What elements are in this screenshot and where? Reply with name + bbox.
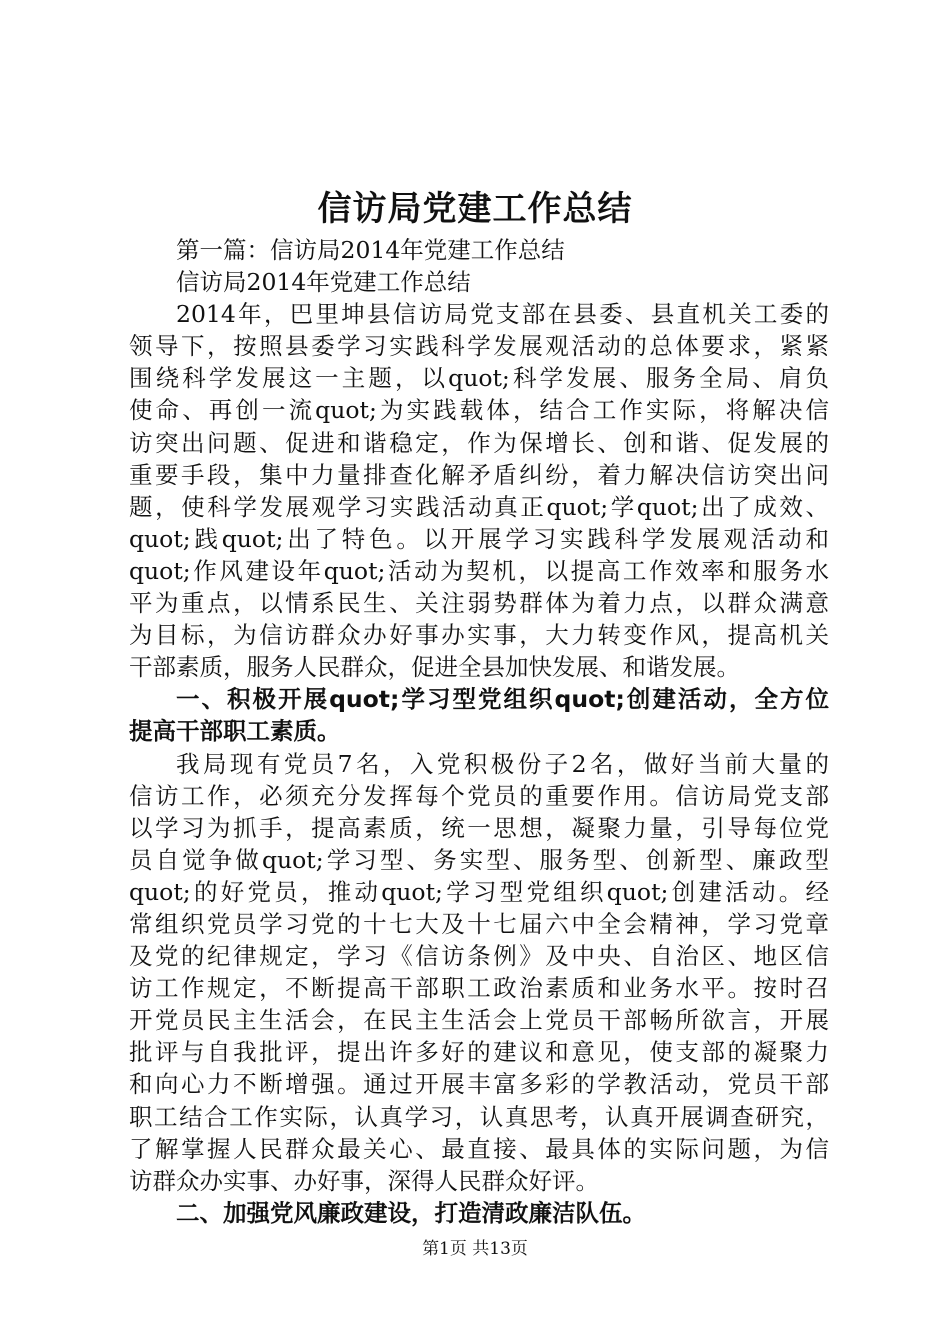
document-body bbox=[129, 234, 829, 1229]
section-heading-1: 一、积极开展quot;学习型党组织quot;创建活动，全方位 bbox=[176, 685, 829, 714]
paragraph-line: 平为重点，以情系民生、关注弱势群体为着力点，以群众满意 bbox=[129, 589, 829, 618]
paragraph-line: 开党员民主生活会，在民主生活会上党员干部畅所欲言，开展 bbox=[129, 1006, 829, 1035]
section-title-line: 第一篇：信访局2014年党建工作总结 bbox=[176, 236, 565, 264]
paragraph-line: 职工结合工作实际，认真学习，认真思考，认真开展调查研究， bbox=[129, 1102, 829, 1131]
page-number: 第1页 共13页 bbox=[422, 1239, 528, 1259]
paragraph-line: quot;践quot;出了特色。以开展学习实践科学发展观活动和 bbox=[129, 524, 829, 553]
paragraph-line: 我局现有党员7名，入党积极份子2名，做好当前大量的 bbox=[176, 749, 829, 778]
paragraph-line: 围绕科学发展这一主题，以quot;科学发展、服务全局、肩负 bbox=[129, 364, 829, 393]
paragraph-line: 使命、再创一流quot;为实践载体，结合工作实际，将解决信 bbox=[129, 396, 829, 425]
paragraph-line: quot;作风建设年quot;活动为契机，以提高工作效率和服务水 bbox=[129, 556, 829, 585]
paragraph-line: 和向心力不断增强。通过开展丰富多彩的学教活动，党员干部 bbox=[129, 1070, 829, 1099]
paragraph-line: 访群众办实事、办好事，深得人民群众好评。 bbox=[129, 1166, 599, 1195]
paragraph-line: 以学习为抓手，提高素质，统一思想，凝聚力量，引导每位党 bbox=[129, 813, 829, 842]
section-heading-1-cont: 提高干部职工素质。 bbox=[129, 717, 341, 746]
paragraph-line: quot;的好党员，推动quot;学习型党组织quot;创建活动。经 bbox=[129, 877, 829, 906]
document-title: 信访局党建工作总结 bbox=[317, 189, 633, 229]
paragraph-line: 了解掌握人民群众最关心、最直接、最具体的实际问题，为信 bbox=[129, 1134, 829, 1163]
paragraph-line: 为目标，为信访群众办好事办实事，大力转变作风，提高机关 bbox=[129, 621, 829, 650]
paragraph-line: 重要手段，集中力量排查化解矛盾纠纷，着力解决信访突出问 bbox=[129, 460, 829, 489]
paragraph-line: 批评与自我批评，提出许多好的建议和意见，使支部的凝聚力 bbox=[129, 1038, 829, 1067]
paragraph-line: 员自觉争做quot;学习型、务实型、服务型、创新型、廉政型 bbox=[129, 845, 829, 874]
paragraph-line: 访突出问题、促进和谐稳定，作为保增长、创和谐、促发展的 bbox=[129, 428, 829, 457]
paragraph-line: 信访工作，必须充分发挥每个党员的重要作用。信访局党支部 bbox=[129, 781, 829, 810]
paragraph-line: 及党的纪律规定，学习《信访条例》及中央、自治区、地区信 bbox=[129, 942, 829, 971]
paragraph-line: 2014年，巴里坤县信访局党支部在县委、县直机关工委的 bbox=[176, 300, 829, 329]
paragraph-line: 访工作规定，不断提高干部职工政治素质和业务水平。按时召 bbox=[129, 974, 829, 1003]
paragraph-line: 领导下，按照县委学习实践科学发展观活动的总体要求，紧紧 bbox=[129, 332, 829, 361]
paragraph-line: 干部素质，服务人民群众，促进全县加快发展、和谐发展。 bbox=[129, 653, 740, 682]
section-heading-2: 二、加强党风廉政建设，打造清政廉洁队伍。 bbox=[176, 1198, 646, 1227]
subtitle-line: 信访局2014年党建工作总结 bbox=[176, 268, 471, 297]
paragraph-line: 题，使科学发展观学习实践活动真正quot;学quot;出了成效、 bbox=[129, 492, 829, 521]
paragraph-line: 常组织党员学习党的十七大及十七届六中全会精神，学习党章 bbox=[129, 909, 829, 938]
